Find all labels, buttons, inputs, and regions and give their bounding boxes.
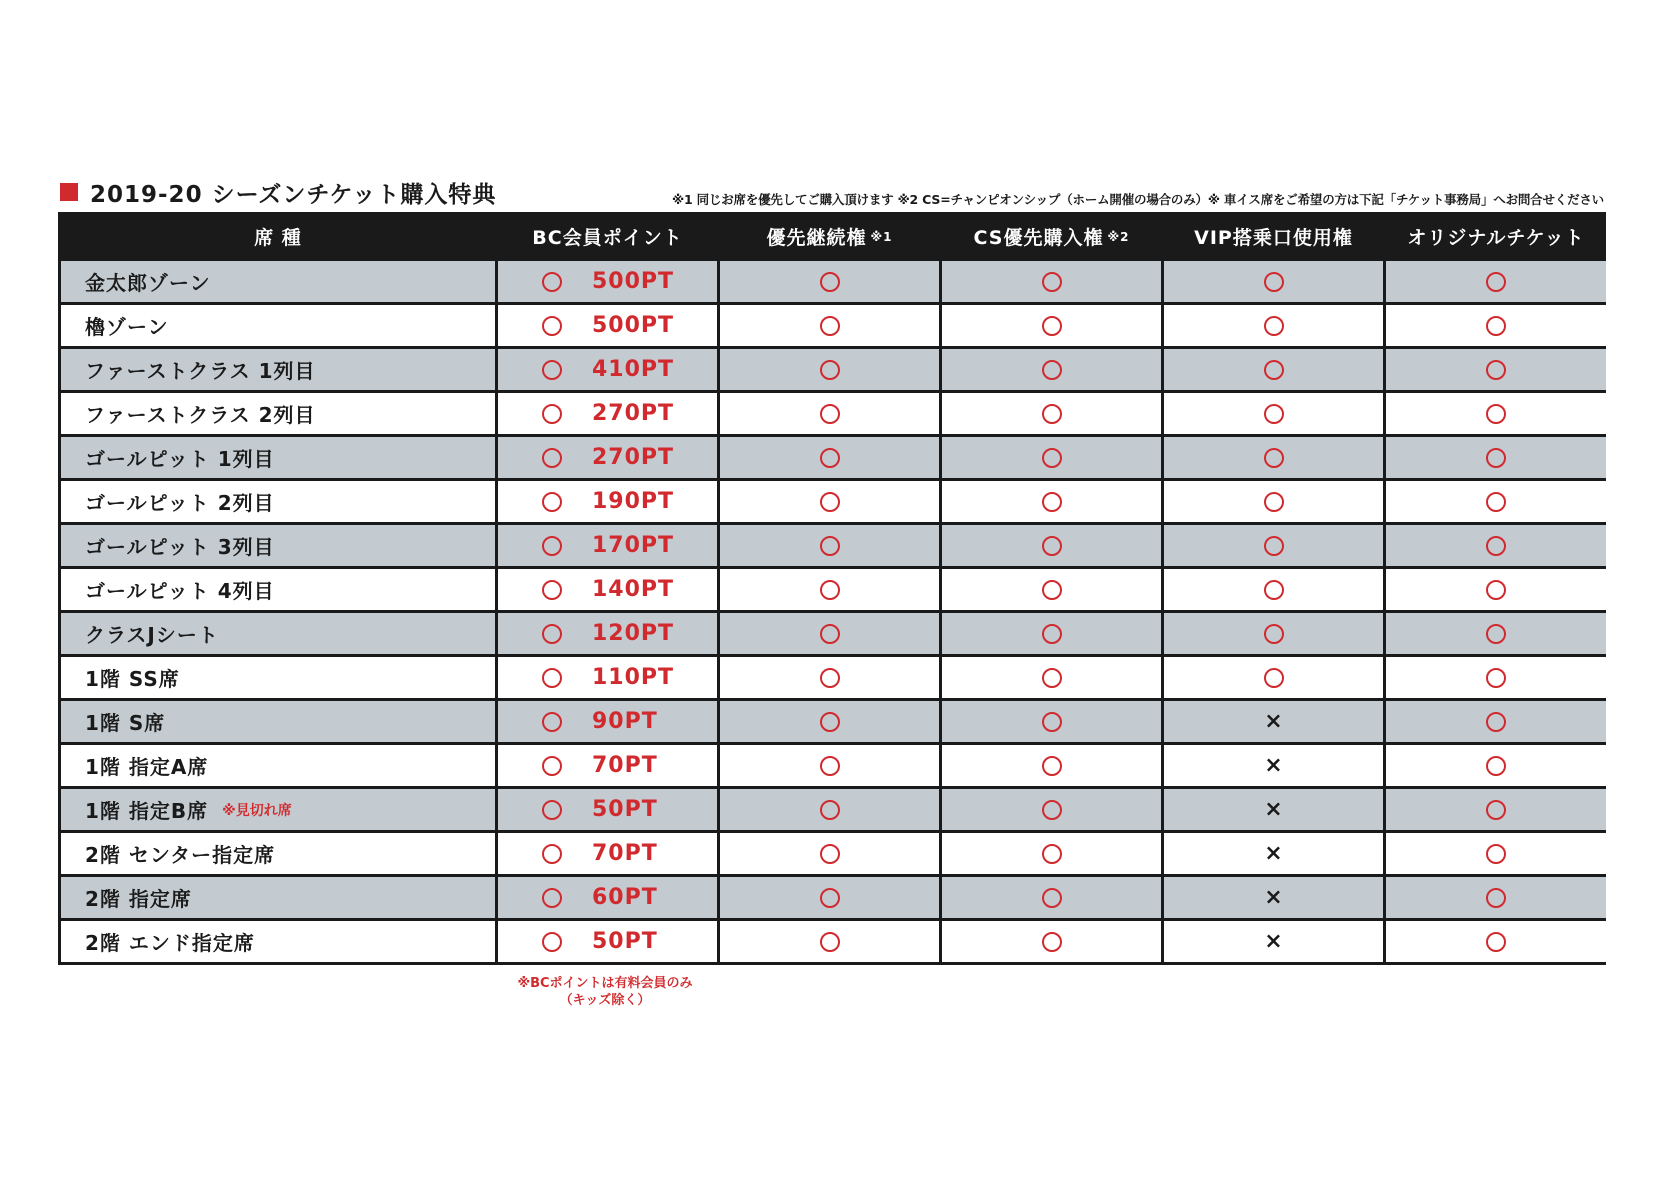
points-value: 70PT [592,841,658,866]
circle-icon [820,492,840,512]
header-label: VIP搭乗口使用権 [1194,227,1353,249]
vip-cell [1164,305,1383,346]
header-label: 席 種 [254,227,302,249]
header-vip [1164,215,1383,258]
seat-label: 2階 センター指定席 [85,843,276,867]
footnote-line: ※BCポイントは有料会員のみ [517,976,693,991]
points-value: 90PT [592,709,658,734]
circle-icon [1486,272,1506,292]
circle-icon [1486,888,1506,908]
points-cell [498,481,717,522]
original-cell [1386,393,1606,434]
circle-icon [1042,316,1062,336]
points-cell [498,613,717,654]
header-priority [720,215,939,258]
circle-icon [1042,756,1062,776]
points-cell [498,877,717,918]
circle-icon [1042,404,1062,424]
priority-cell [720,349,939,390]
circle-icon [1264,536,1284,556]
cross-icon: × [1264,796,1283,822]
header-label: BC会員ポイント [532,227,683,249]
seat-cell [61,393,495,434]
cs-cell [942,877,1161,918]
vip-cell [1164,437,1383,478]
seat-label: 櫓ゾーン [85,315,169,339]
priority-cell [720,525,939,566]
original-cell [1386,789,1606,830]
seat-cell [61,305,495,346]
circle-icon [542,800,562,820]
seat-cell [61,921,495,962]
priority-cell [720,921,939,962]
cs-cell [942,305,1161,346]
circle-icon [1486,404,1506,424]
header-label: CS優先購入権 [973,227,1104,249]
points-value: 50PT [592,797,658,822]
circle-icon [1486,624,1506,644]
priority-cell [720,745,939,786]
footnote-line: （キッズ除く） [559,993,651,1008]
circle-icon [1486,448,1506,468]
circle-icon [820,580,840,600]
points-value: 190PT [592,489,675,514]
seat-label: 2階 エンド指定席 [85,931,255,955]
vip-cell [1164,393,1383,434]
circle-icon [1486,580,1506,600]
seat-label: 2階 指定席 [85,887,192,911]
points-cell [498,745,717,786]
circle-icon [820,756,840,776]
circle-icon [1264,316,1284,336]
seat-cell [61,877,495,918]
seat-cell [61,657,495,698]
seat-label: クラスJシート [85,623,219,647]
circle-icon [542,888,562,908]
vip-cell [1164,261,1383,302]
circle-icon [1042,932,1062,952]
header-cs [942,215,1161,258]
seat-note: ※見切れ席 [222,802,292,819]
points-value: 70PT [592,753,658,778]
circle-icon [820,888,840,908]
circle-icon [1264,624,1284,644]
original-cell [1386,261,1606,302]
circle-icon [1486,360,1506,380]
circle-icon [542,536,562,556]
seat-cell [61,525,495,566]
seat-cell [61,569,495,610]
circle-icon [542,932,562,952]
cs-cell [942,393,1161,434]
seat-cell [61,745,495,786]
points-value: 270PT [592,401,675,426]
points-value: 50PT [592,929,658,954]
circle-icon [1486,800,1506,820]
seat-label: ファーストクラス 1列目 [85,359,316,383]
circle-icon [1042,360,1062,380]
seat-label: ゴールピット 4列目 [85,579,275,603]
circle-icon [542,580,562,600]
vip-cell [1164,613,1383,654]
points-cell [498,393,717,434]
seat-cell [61,833,495,874]
cross-icon: × [1264,840,1283,866]
circle-icon [542,492,562,512]
title-marker-icon [60,183,78,201]
circle-icon [820,800,840,820]
circle-icon [542,404,562,424]
cs-cell [942,437,1161,478]
points-cell [498,349,717,390]
cs-cell [942,261,1161,302]
priority-cell [720,877,939,918]
priority-cell [720,657,939,698]
header-seat [61,215,495,258]
cs-cell [942,745,1161,786]
original-cell [1386,525,1606,566]
vip-cell [1164,349,1383,390]
seat-label: 1階 S席 [85,711,166,735]
seat-cell [61,437,495,478]
header-points [498,215,717,258]
points-cell [498,525,717,566]
cs-cell [942,349,1161,390]
priority-cell [720,613,939,654]
seat-cell [61,481,495,522]
vip-cell [1164,745,1383,786]
circle-icon [542,272,562,292]
points-value: 120PT [592,621,675,646]
original-cell [1386,833,1606,874]
header-sup: ※1 [870,229,893,244]
circle-icon [1486,492,1506,512]
original-cell [1386,305,1606,346]
circle-icon [542,756,562,776]
cs-cell [942,921,1161,962]
original-cell [1386,701,1606,742]
priority-cell [720,789,939,830]
page-title: 2019-20 シーズンチケット購入特典 [90,181,497,208]
circle-icon [820,272,840,292]
cross-icon: × [1264,752,1283,778]
points-cell [498,261,717,302]
priority-cell [720,305,939,346]
header-sup: ※2 [1107,229,1130,244]
circle-icon [1486,712,1506,732]
circle-icon [1486,316,1506,336]
points-value: 110PT [592,665,675,690]
circle-icon [820,668,840,688]
circle-icon [1042,888,1062,908]
original-cell [1386,349,1606,390]
vip-cell [1164,481,1383,522]
cs-cell [942,833,1161,874]
circle-icon [1264,404,1284,424]
priority-cell [720,569,939,610]
points-cell [498,437,717,478]
seat-label: ゴールピット 1列目 [85,447,275,471]
points-value: 500PT [592,313,675,338]
points-value: 500PT [592,269,675,294]
circle-icon [1486,844,1506,864]
seat-label: 1階 SS席 [85,667,180,691]
points-cell [498,789,717,830]
priority-cell [720,393,939,434]
vip-cell [1164,789,1383,830]
circle-icon [820,536,840,556]
circle-icon [820,932,840,952]
circle-icon [820,712,840,732]
circle-icon [1042,844,1062,864]
circle-icon [1042,668,1062,688]
seat-cell [61,613,495,654]
title-block [60,176,496,208]
vip-cell [1164,701,1383,742]
circle-icon [820,624,840,644]
original-cell [1386,481,1606,522]
cs-cell [942,657,1161,698]
seat-cell [61,701,495,742]
cs-cell [942,569,1161,610]
vip-cell [1164,525,1383,566]
circle-icon [542,624,562,644]
circle-icon [820,448,840,468]
circle-icon [542,448,562,468]
circle-icon [1042,272,1062,292]
circle-icon [1264,272,1284,292]
priority-cell [720,833,939,874]
cross-icon: × [1264,884,1283,910]
vip-cell [1164,569,1383,610]
circle-icon [1264,580,1284,600]
cross-icon: × [1264,928,1283,954]
benefits-table [58,212,1606,965]
vip-cell [1164,921,1383,962]
seat-cell [61,789,495,830]
circle-icon [542,844,562,864]
original-cell [1386,569,1606,610]
cross-icon: × [1264,708,1283,734]
circle-icon [542,668,562,688]
header-label: オリジナルチケット [1407,227,1585,249]
circle-icon [1264,448,1284,468]
circle-icon [820,404,840,424]
cs-cell [942,481,1161,522]
circle-icon [820,360,840,380]
cs-cell [942,613,1161,654]
original-cell [1386,437,1606,478]
priority-cell [720,701,939,742]
circle-icon [1264,360,1284,380]
points-cell [498,305,717,346]
seat-label: 1階 指定A席 [85,755,209,779]
vip-cell [1164,877,1383,918]
cs-cell [942,789,1161,830]
original-cell [1386,921,1606,962]
original-cell [1386,745,1606,786]
circle-icon [1264,492,1284,512]
cs-cell [942,701,1161,742]
points-value: 410PT [592,357,675,382]
circle-icon [542,360,562,380]
circle-icon [1486,756,1506,776]
circle-icon [1042,492,1062,512]
circle-icon [1042,800,1062,820]
circle-icon [1486,668,1506,688]
header-original [1386,215,1606,258]
header-label: 優先継続権 [766,227,867,249]
original-cell [1386,657,1606,698]
circle-icon [820,316,840,336]
circle-icon [1042,536,1062,556]
vip-cell [1164,833,1383,874]
seat-label: ゴールピット 2列目 [85,491,275,515]
seat-label: ファーストクラス 2列目 [85,403,316,427]
cs-cell [942,525,1161,566]
circle-icon [1486,536,1506,556]
original-cell [1386,877,1606,918]
circle-icon [1042,448,1062,468]
priority-cell [720,481,939,522]
priority-cell [720,261,939,302]
seat-cell [61,349,495,390]
circle-icon [1486,932,1506,952]
circle-icon [1042,712,1062,732]
seat-label: ゴールピット 3列目 [85,535,275,559]
points-value: 140PT [592,577,675,602]
points-cell [498,921,717,962]
vip-cell [1164,657,1383,698]
circle-icon [542,316,562,336]
points-footnote [470,975,740,1009]
original-cell [1386,613,1606,654]
circle-icon [1042,624,1062,644]
points-cell [498,569,717,610]
circle-icon [820,844,840,864]
seat-label: 金太郎ゾーン [85,271,211,295]
points-value: 170PT [592,533,675,558]
seat-label: 1階 指定B席 [85,799,209,823]
points-value: 270PT [592,445,675,470]
circle-icon [1042,580,1062,600]
seat-cell [61,261,495,302]
circle-icon [542,712,562,732]
points-value: 60PT [592,885,658,910]
priority-cell [720,437,939,478]
points-cell [498,701,717,742]
points-cell [498,833,717,874]
circle-icon [1264,668,1284,688]
points-cell [498,657,717,698]
header-note: ※1 同じお席を優先してご購入頂けます ※2 CS=チャンピオンシップ（ホーム開催の場合のみ）※ 車イス席をご希望の方は下記「チケット事務局」へお問合せください [672,192,1604,207]
